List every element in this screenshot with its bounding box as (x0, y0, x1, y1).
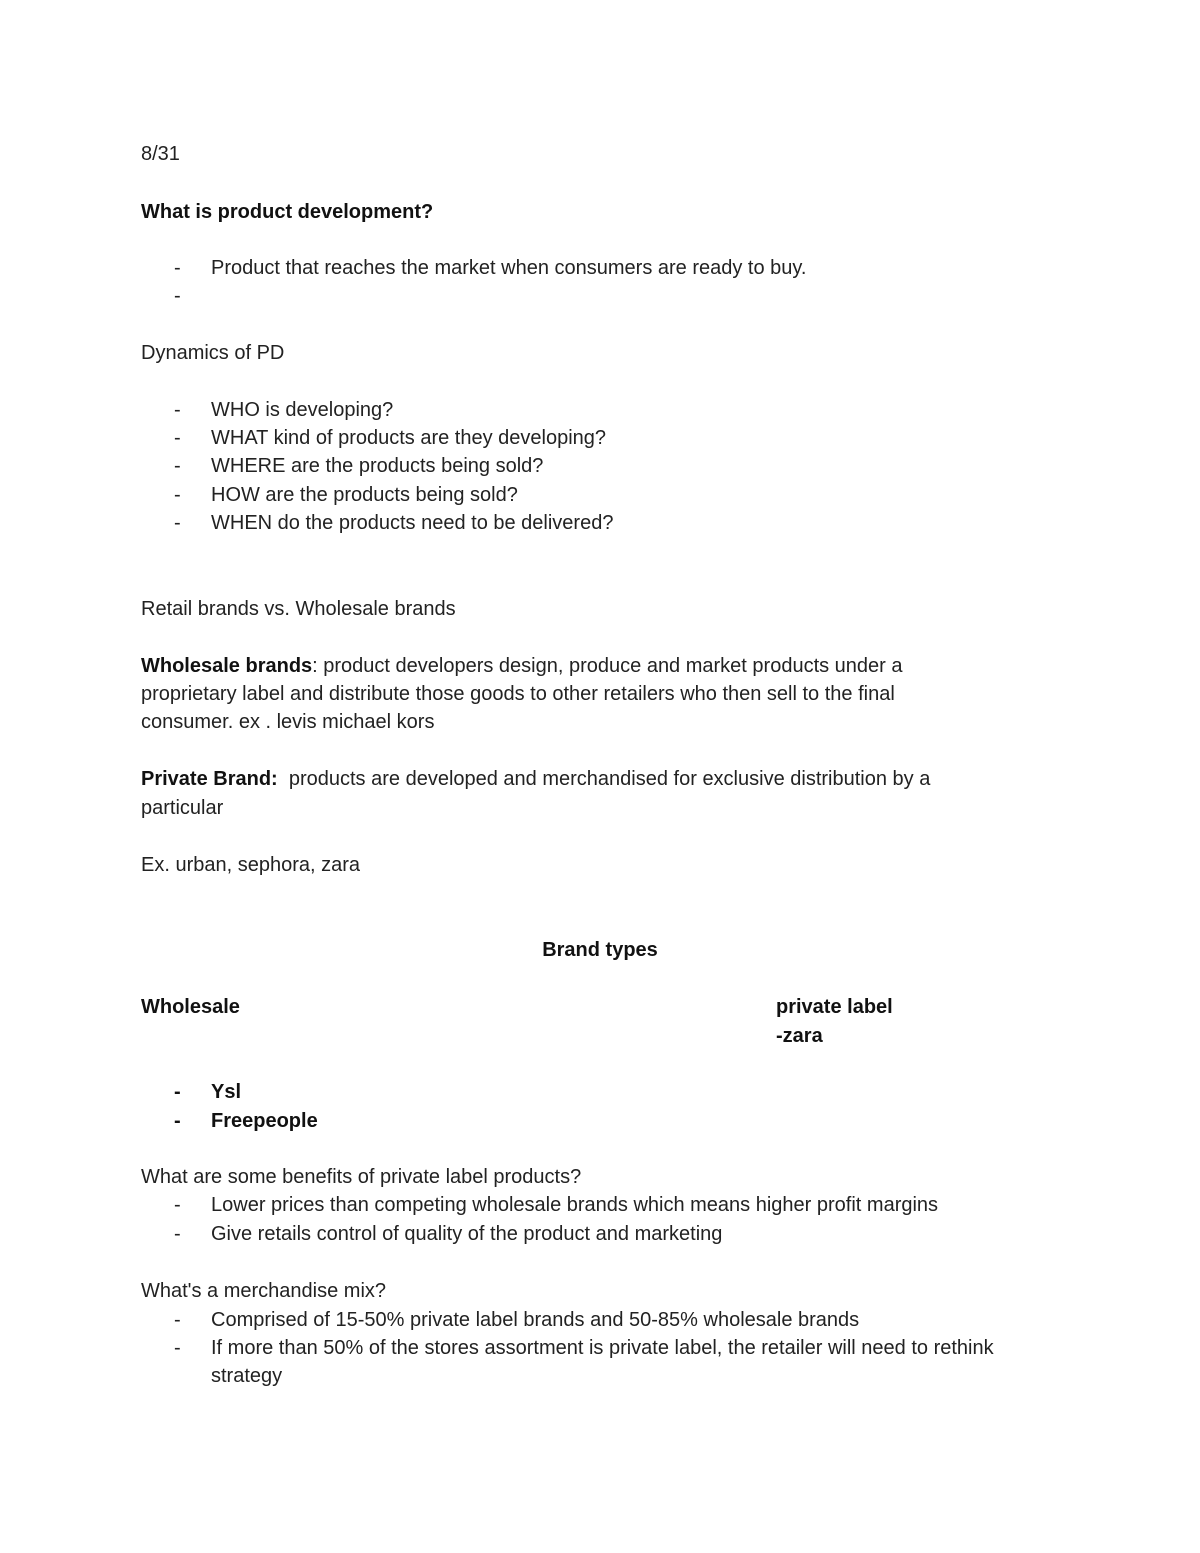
heading-brand-types: Brand types (542, 939, 658, 961)
wholesale-definition-line-2: proprietary label and distribute those goods to other retailers who then sell to the final (141, 683, 895, 705)
bullet-marker: - (174, 484, 181, 506)
bullet-marker: - (174, 285, 181, 307)
bullet-marker: - (174, 1223, 181, 1245)
heading-product-development: What is product development? (141, 201, 434, 223)
bullet-marker: - (174, 1309, 181, 1331)
bullet-dynamics-when: WHEN do the products need to be delivered? (211, 512, 614, 534)
private-definition-line-2: particular (141, 797, 224, 819)
bullet-dynamics-where: WHERE are the products being sold? (211, 455, 544, 477)
brand-types-wholesale-label: Wholesale (141, 996, 240, 1018)
bullet-marker: - (174, 1194, 181, 1216)
bullet-benefits-2: Give retails control of quality of the product and marketing (211, 1223, 723, 1245)
bullet-marker: - (174, 1081, 181, 1103)
bullet-merch-mix-2-line-2: strategy (211, 1365, 283, 1387)
bullet-marker: - (174, 427, 181, 449)
bullet-dynamics-how: HOW are the products being sold? (211, 484, 518, 506)
bullet-dynamics-who: WHO is developing? (211, 399, 394, 421)
question-benefits: What are some benefits of private label products? (141, 1166, 582, 1188)
date: 8/31 (141, 143, 180, 165)
private-definition-text: products are developed and merchandised for exclusive distribution by a (288, 768, 931, 790)
bullet-merch-mix-2-line-1: If more than 50% of the stores assortment is private label, the retailer will need to rethink (211, 1337, 994, 1359)
bullet-dynamics-what: WHAT kind of products are they developing? (211, 427, 607, 449)
private-term: Private Brand: (141, 768, 278, 790)
wholesale-definition-line-1 (141, 652, 903, 680)
bullet-marker: - (174, 399, 181, 421)
question-merchandise-mix: What's a merchandise mix? (141, 1280, 387, 1302)
bullet-merch-mix-1: Comprised of 15-50% private label brands and 50-85% wholesale brands (211, 1309, 860, 1331)
private-definition-line-1 (141, 765, 930, 793)
wholesale-definition-line-3: consumer. ex . levis michael kors (141, 711, 435, 733)
brand-types-private-item: -zara (776, 1025, 823, 1047)
bullet-pd-1: Product that reaches the market when consumers are ready to buy. (211, 257, 807, 279)
private-examples: Ex. urban, sephora, zara (141, 854, 361, 876)
brand-types-private-label: private label (776, 996, 893, 1018)
bullet-benefits-1: Lower prices than competing wholesale brands which means higher profit margins (211, 1194, 939, 1216)
wholesale-term: Wholesale brands (141, 655, 313, 677)
bullet-marker: - (174, 1110, 181, 1132)
bullet-marker: - (174, 257, 181, 279)
bullet-marker: - (174, 1337, 181, 1359)
heading-retail-vs-wholesale: Retail brands vs. Wholesale brands (141, 598, 456, 620)
wholesale-item-freepeople: Freepeople (211, 1110, 318, 1132)
bullet-marker: - (174, 455, 181, 477)
bullet-marker: - (174, 512, 181, 534)
wholesale-item-ysl: Ysl (211, 1081, 242, 1103)
wholesale-definition-text: : product developers design, produce and market products under a (312, 655, 903, 677)
heading-dynamics: Dynamics of PD (141, 342, 285, 364)
